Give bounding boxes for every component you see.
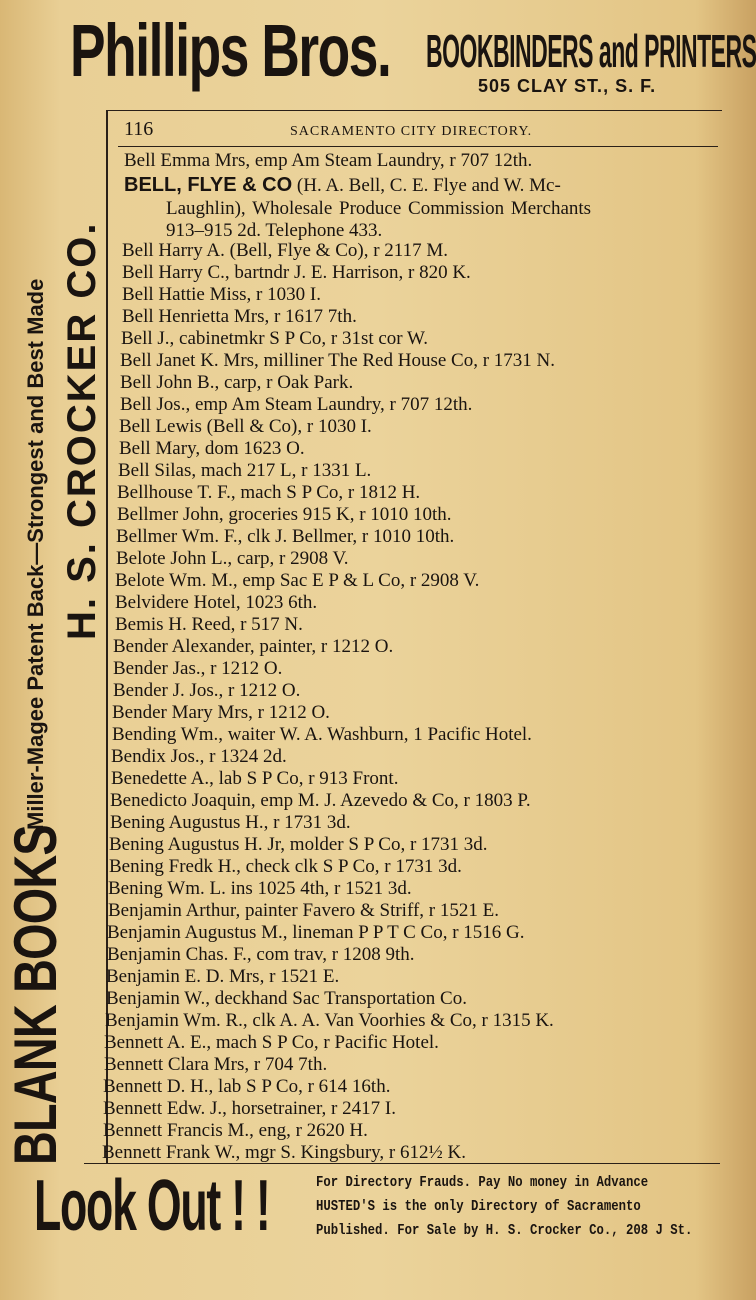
look-out-heading: Look Out ! ! xyxy=(34,1166,270,1246)
side-advertisement xyxy=(0,60,108,1170)
list-item: Belote John L., carp, r 2908 V. xyxy=(116,548,349,569)
list-item: Benjamin W., deckhand Sac Transportation Co. xyxy=(106,988,467,1009)
list-item: Benedicto Joaquin, emp M. J. Azevedo & Co, r 1803 P. xyxy=(110,790,531,811)
entry-continuation: 913–915 2d. Telephone 433. xyxy=(166,220,383,241)
list-item: Bell John B., carp, r Oak Park. xyxy=(120,372,354,393)
list-item: Bell Silas, mach 217 L, r 1331 L. xyxy=(118,460,372,481)
list-item: Bell J., cabinetmkr S P Co, r 31st cor W. xyxy=(121,328,428,349)
list-item: Bell Hattie Miss, r 1030 I. xyxy=(122,284,321,305)
bookbinders-tagline: BOOKBINDERS and PRINTERS xyxy=(426,25,756,77)
list-item: Belote Wm. M., emp Sac E P & L Co, r 2908 V. xyxy=(115,570,480,591)
list-item: Bell Harry C., bartndr J. E. Harrison, r 820 K. xyxy=(122,262,471,283)
fraud-warning-line-1: For Directory Frauds. Pay No money in Advance xyxy=(316,1174,649,1191)
list-item: Bening Wm. L. ins 1025 4th, r 1521 3d. xyxy=(108,878,412,899)
list-item: Bellhouse T. F., mach S P Co, r 1812 H. xyxy=(117,482,421,503)
list-item: Benedette A., lab S P Co, r 913 Front. xyxy=(111,768,399,789)
list-item: Bell Henrietta Mrs, r 1617 7th. xyxy=(122,306,357,327)
page-number: 116 xyxy=(124,118,154,140)
list-item: Bennett Frank W., mgr S. Kingsbury, r 612½ K. xyxy=(102,1142,466,1163)
top-advertisement xyxy=(70,9,756,106)
list-item: Bening Augustus H. Jr, molder S P Co, r 1731 3d. xyxy=(109,834,488,855)
list-item: Benjamin Chas. F., com trav, r 1208 9th. xyxy=(107,944,415,965)
bottom-rule xyxy=(84,1163,720,1164)
list-item: Bemis H. Reed, r 517 N. xyxy=(115,614,303,635)
list-item: Bender J. Jos., r 1212 O. xyxy=(113,680,301,701)
list-item: Belvidere Hotel, 1023 6th. xyxy=(115,592,318,613)
firm-name: BELL, FLYE & CO xyxy=(124,174,293,196)
list-item: Bell Lewis (Bell & Co), r 1030 I. xyxy=(119,416,372,437)
list-item: Bell Emma Mrs, emp Am Steam Laundry, r 707 12th. xyxy=(124,150,533,171)
blank-books-text: BLANK BOOKS xyxy=(2,825,69,1165)
list-item: Benjamin Augustus M., lineman P P T C Co, r 1516 G. xyxy=(107,922,525,943)
list-item: Bell Harry A. (Bell, Flye & Co), r 2117 M. xyxy=(122,240,448,261)
list-item: Bening Fredk H., check clk S P Co, r 1731 3d. xyxy=(109,856,462,877)
list-item xyxy=(124,174,561,197)
list-item: Bening Augustus H., r 1731 3d. xyxy=(110,812,351,833)
fraud-warning-line-2: HUSTED'S is the only Directory of Sacramento xyxy=(316,1198,641,1215)
miller-magee-text: Miller-Magee Patent Back—Strongest and Best Made xyxy=(23,278,48,830)
list-item: Bender Mary Mrs, r 1212 O. xyxy=(112,702,330,723)
list-item: Bell Janet K. Mrs, milliner The Red House Co, r 1731 N. xyxy=(120,350,556,371)
list-item: Bell Mary, dom 1623 O. xyxy=(119,438,305,459)
list-item: Bellmer Wm. F., clk J. Bellmer, r 1010 10th. xyxy=(116,526,455,547)
list-item: Bennett Edw. J., horsetrainer, r 2417 I. xyxy=(103,1098,396,1119)
list-item: Bendix Jos., r 1324 2d. xyxy=(111,746,287,767)
running-title: SACRAMENTO CITY DIRECTORY. xyxy=(290,124,533,139)
list-item: Bender Jas., r 1212 O. xyxy=(113,658,283,679)
page-header xyxy=(118,116,718,147)
list-item: Bennett D. H., lab S P Co, r 614 16th. xyxy=(103,1076,391,1097)
ad-address: 505 CLAY ST., S. F. xyxy=(478,76,657,96)
list-item: Benjamin E. D. Mrs, r 1521 E. xyxy=(106,966,340,987)
list-item: Bell Jos., emp Am Steam Laundry, r 707 12th. xyxy=(120,394,473,415)
list-item: Bennett Francis M., eng, r 2620 H. xyxy=(103,1120,368,1141)
list-item: Benjamin Arthur, painter Favero & Striff, r 1521 E. xyxy=(108,900,499,921)
phillips-bros-brand: Phillips Bros. xyxy=(70,9,391,92)
list-item: Benjamin Wm. R., clk A. A. Van Voorhies & Co, r 1315 K. xyxy=(105,1010,554,1031)
list-item: Bellmer John, groceries 915 K, r 1010 10th. xyxy=(117,504,452,525)
fraud-warning-line-3: Published. For Sale by H. S. Crocker Co., 208 J St. xyxy=(316,1222,693,1239)
crocker-co-text: H. S. CROCKER CO. xyxy=(60,221,104,640)
list-item: Bender Alexander, painter, r 1212 O. xyxy=(113,636,394,657)
entry-continuation: Laughlin), Wholesale Produce Commission Merchants xyxy=(166,198,592,219)
list-item: Bending Wm., waiter W. A. Washburn, 1 Pacific Hotel. xyxy=(112,724,532,745)
list-item: Bennett Clara Mrs, r 704 7th. xyxy=(104,1054,328,1075)
firm-partners: (H. A. Bell, C. E. Flye and W. Mc- xyxy=(292,175,561,196)
list-item: Bennett A. E., mach S P Co, r Pacific Hotel. xyxy=(104,1032,439,1053)
